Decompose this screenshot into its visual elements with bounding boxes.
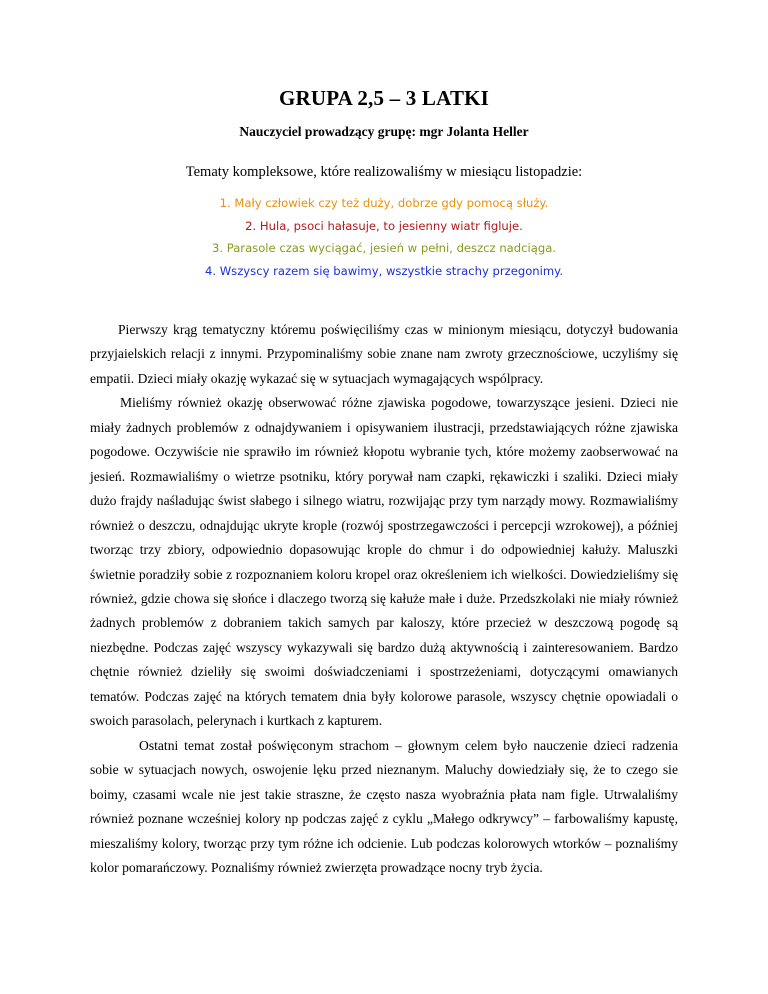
topic-item-4: 4. Wszyscy razem się bawimy, wszystkie strachy przegonimy. [204,263,564,278]
paragraph-friendship: Pierwszy krąg tematyczny któremu poświęciliśmy czas w minionym miesiącu, dotyczył budowania przyjaielskich relacji z innymi. Przypominaliśmy sobie znane nam zwroty grzecznościowe, uczyliśmy się empatii. Dzieci miały okazję wykazać się w sytuacjach wymagających wspólpracy. [90,322,678,386]
topic-item-3: 3. Parasole czas wyciągać, jesień w pełni, deszcz nadciąga. [211,241,556,255]
topic-item-1: 1. Mały człowiek czy też duży, dobrze gdy pomocą służy. [219,196,549,210]
report-body [90,318,678,880]
topic-item-2: 2. Hula, psoci hałasuje, to jesienny wiatr figluje. [245,218,523,233]
paragraph-fears: Ostatni temat został poświęconym strachom – głownym celem było nauczenie dzieci radzenia sobie w sytuacjach nowych, oswojenie lęku przed nieznanym. Maluchy dowiedziały się, że to czego sie boimy, czasami wcale nie jest takie straszne, że często nasza wyobraźnia płata nam figle. Utrwalaliśmy również poznane wcześniej kolory np podczas zajęć z cyklu „Małego odkrywcy” – farbowaliśmy kapustę, mieszaliśmy kolory, tworząc przy tym różne ich odcienie. Lub podczas kolorowych wtorków – poznaliśmy kolor pomarańczowy. Poznaliśmy również zwierzęta prowadzące nocny tryb życia. [90,737,678,875]
topics-list [0,196,768,286]
paragraph-weather: Mieliśmy również okazję obserwować różne zjawiska pogodowe, towarzyszące jesieni. Dzieci nie miały żadnych problemów z odnajdywaniem i opisywaniem ilustracji, przedstawiających różne zjawiska pogodowe. Oczywiście nie sprawiło im również kłopotu wybranie tych, które możemy zaobserwować na jesień. Rozmawialiśmy o wietrze psotniku, który porywał nam czapki, rękawiczki i szaliki. Dzieci miały dużo frajdy naśladując świst słabego i silnego wiatru, rozwijając przy tym narządy mowy. Rozmawialiśmy również o deszczu, odnajdując ukryte krople (rozwój spostrzegawczości i percepcji wzrokowej), a później tworząc trzy zbiory, odpowiednio dopasowując krople do chmur i do odpowiedniej kałuży. Maluszki świetnie poradziły sobie z rozpoznaniem koloru kropel oraz określeniem ich wielkości. Dowiedzieliśmy się również, gdzie chowa się słońce i dlaczego tworzą się kałuże małe i duże. Przedszkolaki nie miały również żadnych problemów z dobraniem takich samych par kaloszy, które przecież w deszczową pogodę są niezbędne. Podczas zajęć wszyscy wykazywali się bardzo dużą aktywnością i zainteresowaniem. Bardzo chętnie również dzieliły się swoimi doświadczeniami i spostrzeżeniami, dotyczącymi omawianych tematów. Podczas zajęć na których tematem dnia były kolorowe parasole, wszyscy chętnie opowiadali o swoich parasolach, pelerynach i kurtkach z kapturem. [90,395,678,729]
teacher-line: Nauczyciel prowadzący grupę: mgr Jolanta Heller [239,124,529,139]
topics-intro: Tematy kompleksowe, które realizowaliśmy w miesiącu listopadzie: [185,164,583,180]
page-title: GRUPA 2,5 – 3 LATKI [278,86,490,110]
